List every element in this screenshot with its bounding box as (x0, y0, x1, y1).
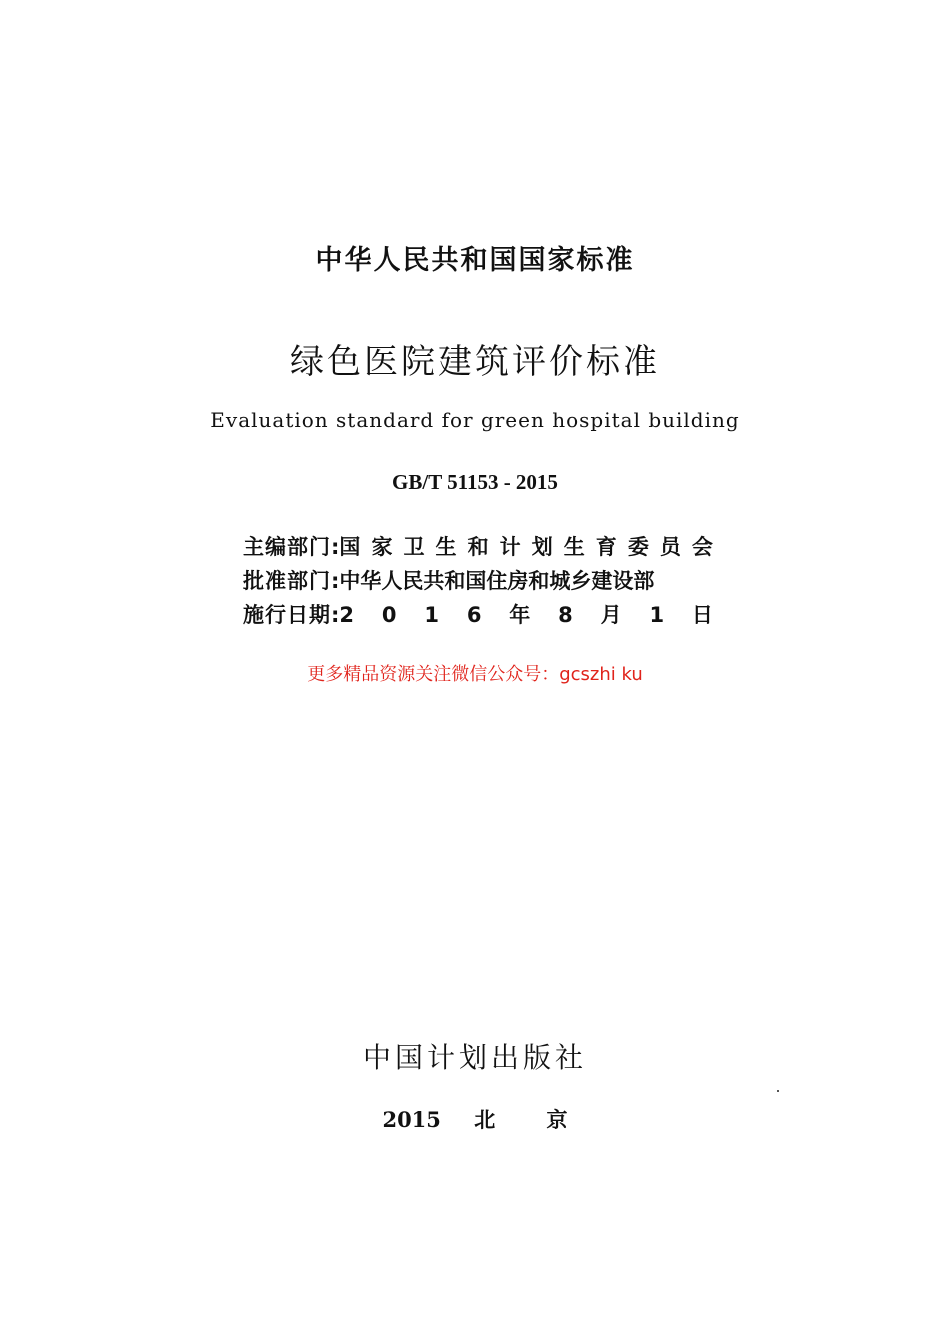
approver-label: 批准部门 (243, 569, 331, 593)
date-char: 1 (424, 603, 439, 627)
editor-char: 家 (371, 535, 393, 559)
approver-separator: : (331, 569, 340, 593)
standard-code: GB/T 51153 - 2015 (392, 470, 558, 494)
editor-label: 主编部门 (243, 535, 331, 559)
effective-date-label: 施行日期 (243, 603, 331, 627)
effective-date-value (339, 598, 713, 632)
editor-char: 划 (531, 535, 553, 559)
date-char: 1 (649, 603, 665, 627)
standard-title-chinese: 绿色医院建筑评价标准 (290, 342, 660, 382)
date-char: 0 (381, 603, 397, 627)
effective-date-separator: : (331, 603, 340, 627)
approver-row (243, 564, 713, 598)
date-char: 8 (558, 603, 573, 627)
effective-date-row (243, 598, 713, 632)
date-char: 2 (339, 603, 355, 627)
editor-char: 生 (435, 535, 457, 559)
approver-value: 中华人民共和国住房和城乡建设部 (339, 569, 655, 593)
publication-year-city (0, 1104, 950, 1134)
editor-char: 计 (499, 535, 521, 559)
editor-char: 和 (467, 535, 489, 559)
publication-city-first-char: 北 (474, 1107, 496, 1132)
editor-char: 育 (595, 535, 617, 559)
editor-char: 国 (339, 535, 361, 559)
editor-row (243, 530, 713, 564)
promo-note: 更多精品资源关注微信公众号：gcszhi ku (307, 664, 643, 685)
issuing-info (243, 530, 713, 632)
editor-char: 会 (691, 535, 713, 559)
publisher-name: 中国计划出版社 (362, 1041, 587, 1074)
date-char: 6 (466, 603, 482, 627)
editor-char: 员 (659, 535, 681, 559)
date-char: 月 (600, 603, 622, 627)
publication-year: 2015 (382, 1107, 441, 1132)
editor-char: 卫 (403, 535, 425, 559)
editor-char: 委 (627, 535, 649, 559)
publication-city-second-char: 京 (546, 1107, 568, 1132)
standard-title-english: Evaluation standard for green hospital building (210, 408, 740, 432)
editor-value (339, 530, 713, 564)
editor-char: 生 (563, 535, 585, 559)
national-standard-heading: 中华人民共和国国家标准 (315, 245, 635, 276)
scan-dot (777, 1090, 779, 1092)
editor-separator: : (331, 535, 340, 559)
date-char: 日 (691, 603, 713, 627)
date-char: 年 (509, 603, 531, 627)
